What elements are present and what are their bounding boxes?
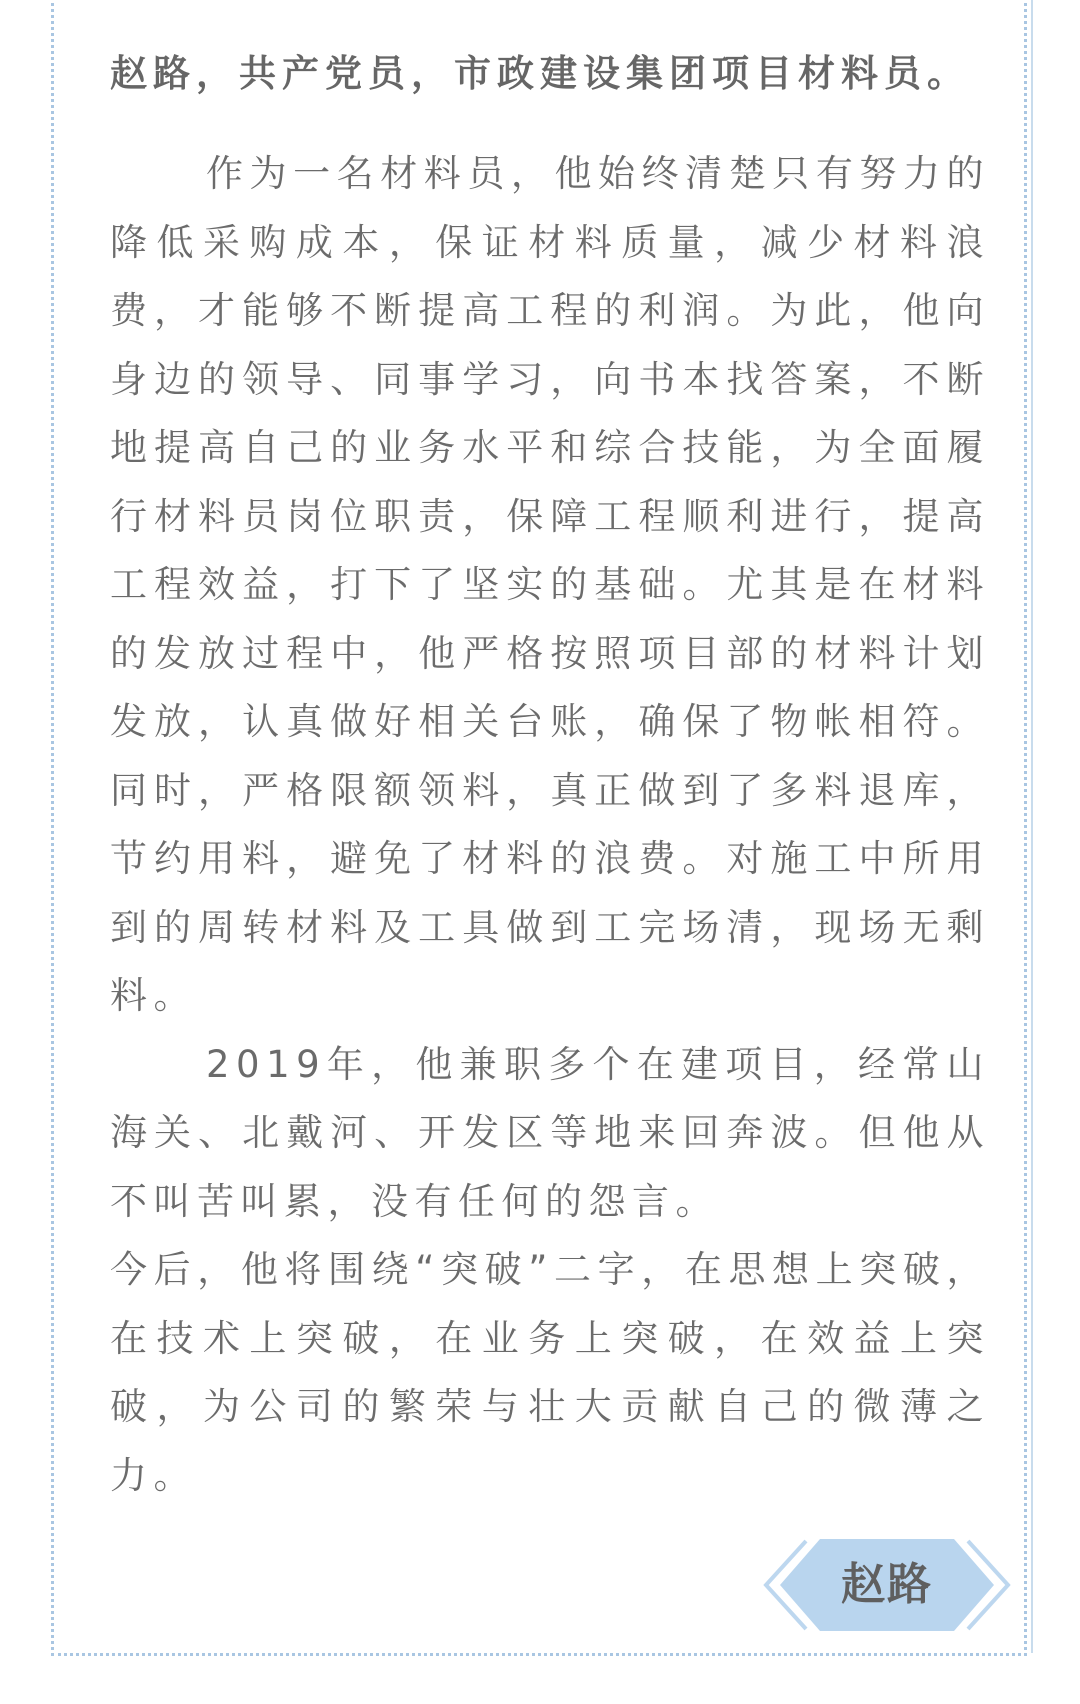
name-tag: [762, 1537, 1012, 1633]
headline: 赵路，共产党员，市政建设集团项目材料员。: [110, 52, 970, 95]
paragraph-2019: 2019年，他兼职多个在建项目，经常山海关、北戴河、开发区等地来回奔波。但他从不叫苦叫累，没有任何的怨言。: [110, 1042, 990, 1223]
paragraph-duties: 作为一名材料员，他始终清楚只有努力的降低采购成本，保证材料质量，减少材料浪费，才能够不断提高工程的利润。为此，他向身边的领导、同事学习，向书本找答案，不断地提高自己的业务水平和综合技能，为全面履行材料员岗位职责，保障工程顺利进行，提高工程效益，打下了坚实的基础。尤其是在材料的发放过程中，他严格按照项目部的材料计划发放，认真做好相关台账，确保了物帐相符。同时，严格限额领料，真正做到了多料退库，节约用料，避免了材料的浪费。对施工中所用到的周转材料及工具做到工完场清，现场无剩料。: [110, 152, 990, 1017]
name-label: 赵路: [841, 1559, 933, 1610]
paragraph-future: 今后，他将围绕“突破”二字，在思想上突破，在技术上突破，在业务上突破，在效益上突破，为公司的繁荣与壮大贡献自己的微薄之力。: [110, 1248, 990, 1497]
article-body: [110, 40, 990, 1510]
